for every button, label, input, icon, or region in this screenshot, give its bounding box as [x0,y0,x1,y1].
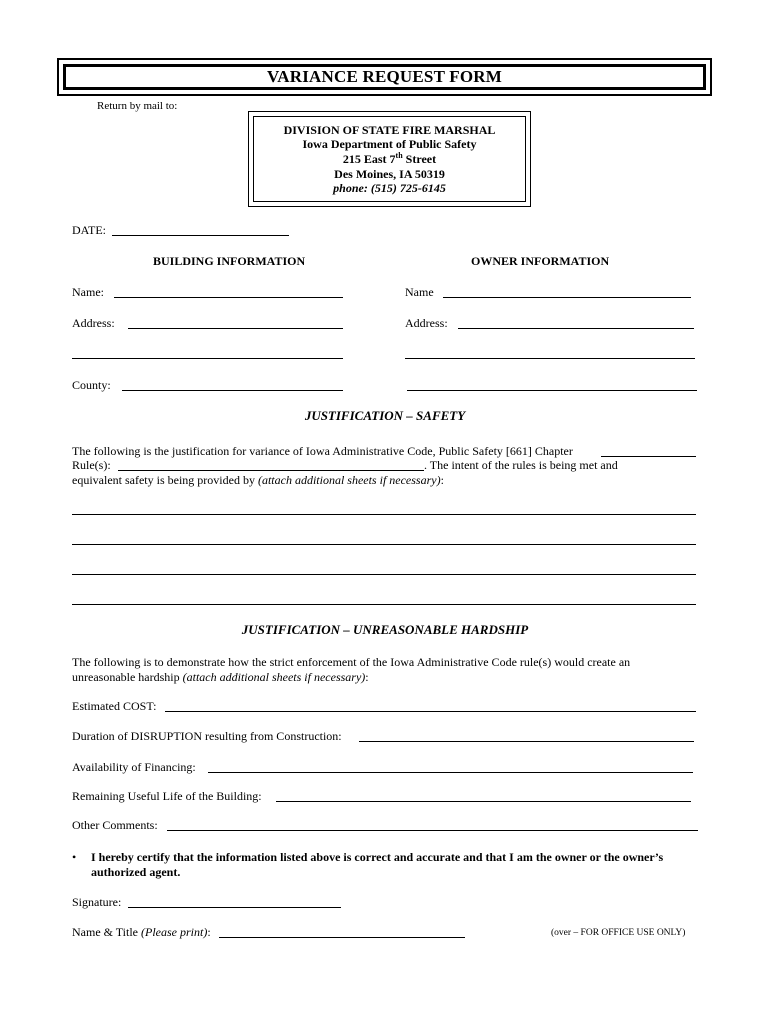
other-comments-field[interactable] [167,830,698,831]
name-title-italic: (Please print) [141,925,208,939]
building-name-label: Name: [72,285,104,299]
return-by-mail-label: Return by mail to: [97,100,178,112]
estimated-cost-field[interactable] [165,711,696,712]
street-ordinal: th [395,151,403,160]
form-title: VARIANCE REQUEST FORM [267,67,502,86]
signature-field[interactable] [128,907,341,908]
financing-label: Availability of Financing: [72,760,196,774]
useful-life-label: Remaining Useful Life of the Building: [72,789,262,803]
hardship-line2-italic: (attach additional sheets if necessary) [182,670,366,684]
building-name-field[interactable] [114,297,343,298]
hardship-paragraph-line2 [72,670,369,684]
safety-paragraph-line2-tail: . The intent of the rules is being met and [424,458,618,472]
address-box-inner [253,116,526,202]
building-county-label: County: [72,378,111,392]
disruption-field[interactable] [359,741,694,742]
name-title-text: Name & Title [72,925,142,939]
address-box [248,111,531,207]
building-address-label: Address: [72,316,115,330]
building-address-field[interactable] [128,328,343,329]
building-county-field[interactable] [122,390,343,391]
estimated-cost-label: Estimated COST: [72,699,157,713]
address-line-street [254,152,525,166]
owner-address-label: Address: [405,316,448,330]
address-line-phone: phone: (515) 725-6145 [333,181,446,195]
name-title-field[interactable] [219,937,465,938]
chapter-field[interactable] [601,456,696,457]
hardship-heading: JUSTIFICATION – UNREASONABLE HARDSHIP [241,622,529,637]
certify-bullet: • [72,850,77,864]
useful-life-field[interactable] [276,801,691,802]
hardship-line2-end: : [365,670,369,684]
certify-line1: I hereby certify that the information listed above is correct and accurate and that I am the owner or the owner’s [91,850,664,864]
owner-address-line3-field[interactable] [407,390,697,391]
signature-label: Signature: [72,895,122,909]
address-line-division: DIVISION OF STATE FIRE MARSHAL [283,123,496,137]
name-title-end: : [207,925,211,939]
other-comments-label: Other Comments: [72,818,158,832]
safety-justification-line-1[interactable] [72,514,696,515]
address-line-city: Des Moines, IA 50319 [334,167,445,181]
rules-label: Rule(s): [72,458,111,472]
office-use-note: (over – FOR OFFICE USE ONLY) [551,928,686,938]
owner-name-field[interactable] [443,297,691,298]
name-title-label [72,925,211,939]
safety-line3-text: equivalent safety is being provided by [72,473,258,487]
rules-field[interactable] [118,470,424,471]
safety-line3-end: : [440,473,444,487]
owner-address-line2-field[interactable] [405,358,695,359]
safety-justification-line-3[interactable] [72,574,696,575]
street-name: Street [402,152,437,166]
street-number: 215 East 7 [342,152,396,166]
date-field[interactable] [112,235,289,236]
safety-justification-line-2[interactable] [72,544,696,545]
owner-address-field[interactable] [458,328,694,329]
hardship-paragraph-line1: The following is to demonstrate how the strict enforcement of the Iowa Administrative Code rule(s) would create an [72,655,631,669]
title-box-inner [63,64,706,90]
safety-paragraph-line1: The following is the justification for variance of Iowa Administrative Code, Public Safety [661] Chapter [72,444,573,458]
hardship-line2-text: unreasonable hardship [72,670,183,684]
certify-line2: authorized agent. [91,865,181,879]
owner-name-label: Name [405,285,434,299]
safety-heading: JUSTIFICATION – SAFETY [304,408,466,423]
disruption-label: Duration of DISRUPTION resulting from Construction: [72,729,342,743]
safety-line3-italic: (attach additional sheets if necessary) [257,473,441,487]
date-label: DATE: [72,223,106,237]
financing-field[interactable] [208,772,693,773]
owner-info-heading: OWNER INFORMATION [471,254,610,268]
address-line-department: Iowa Department of Public Safety [302,137,477,151]
building-info-heading: BUILDING INFORMATION [153,254,306,268]
safety-justification-line-4[interactable] [72,604,696,605]
safety-paragraph-line3 [72,473,444,487]
building-address-line2-field[interactable] [72,358,343,359]
title-box-outer [57,58,712,96]
